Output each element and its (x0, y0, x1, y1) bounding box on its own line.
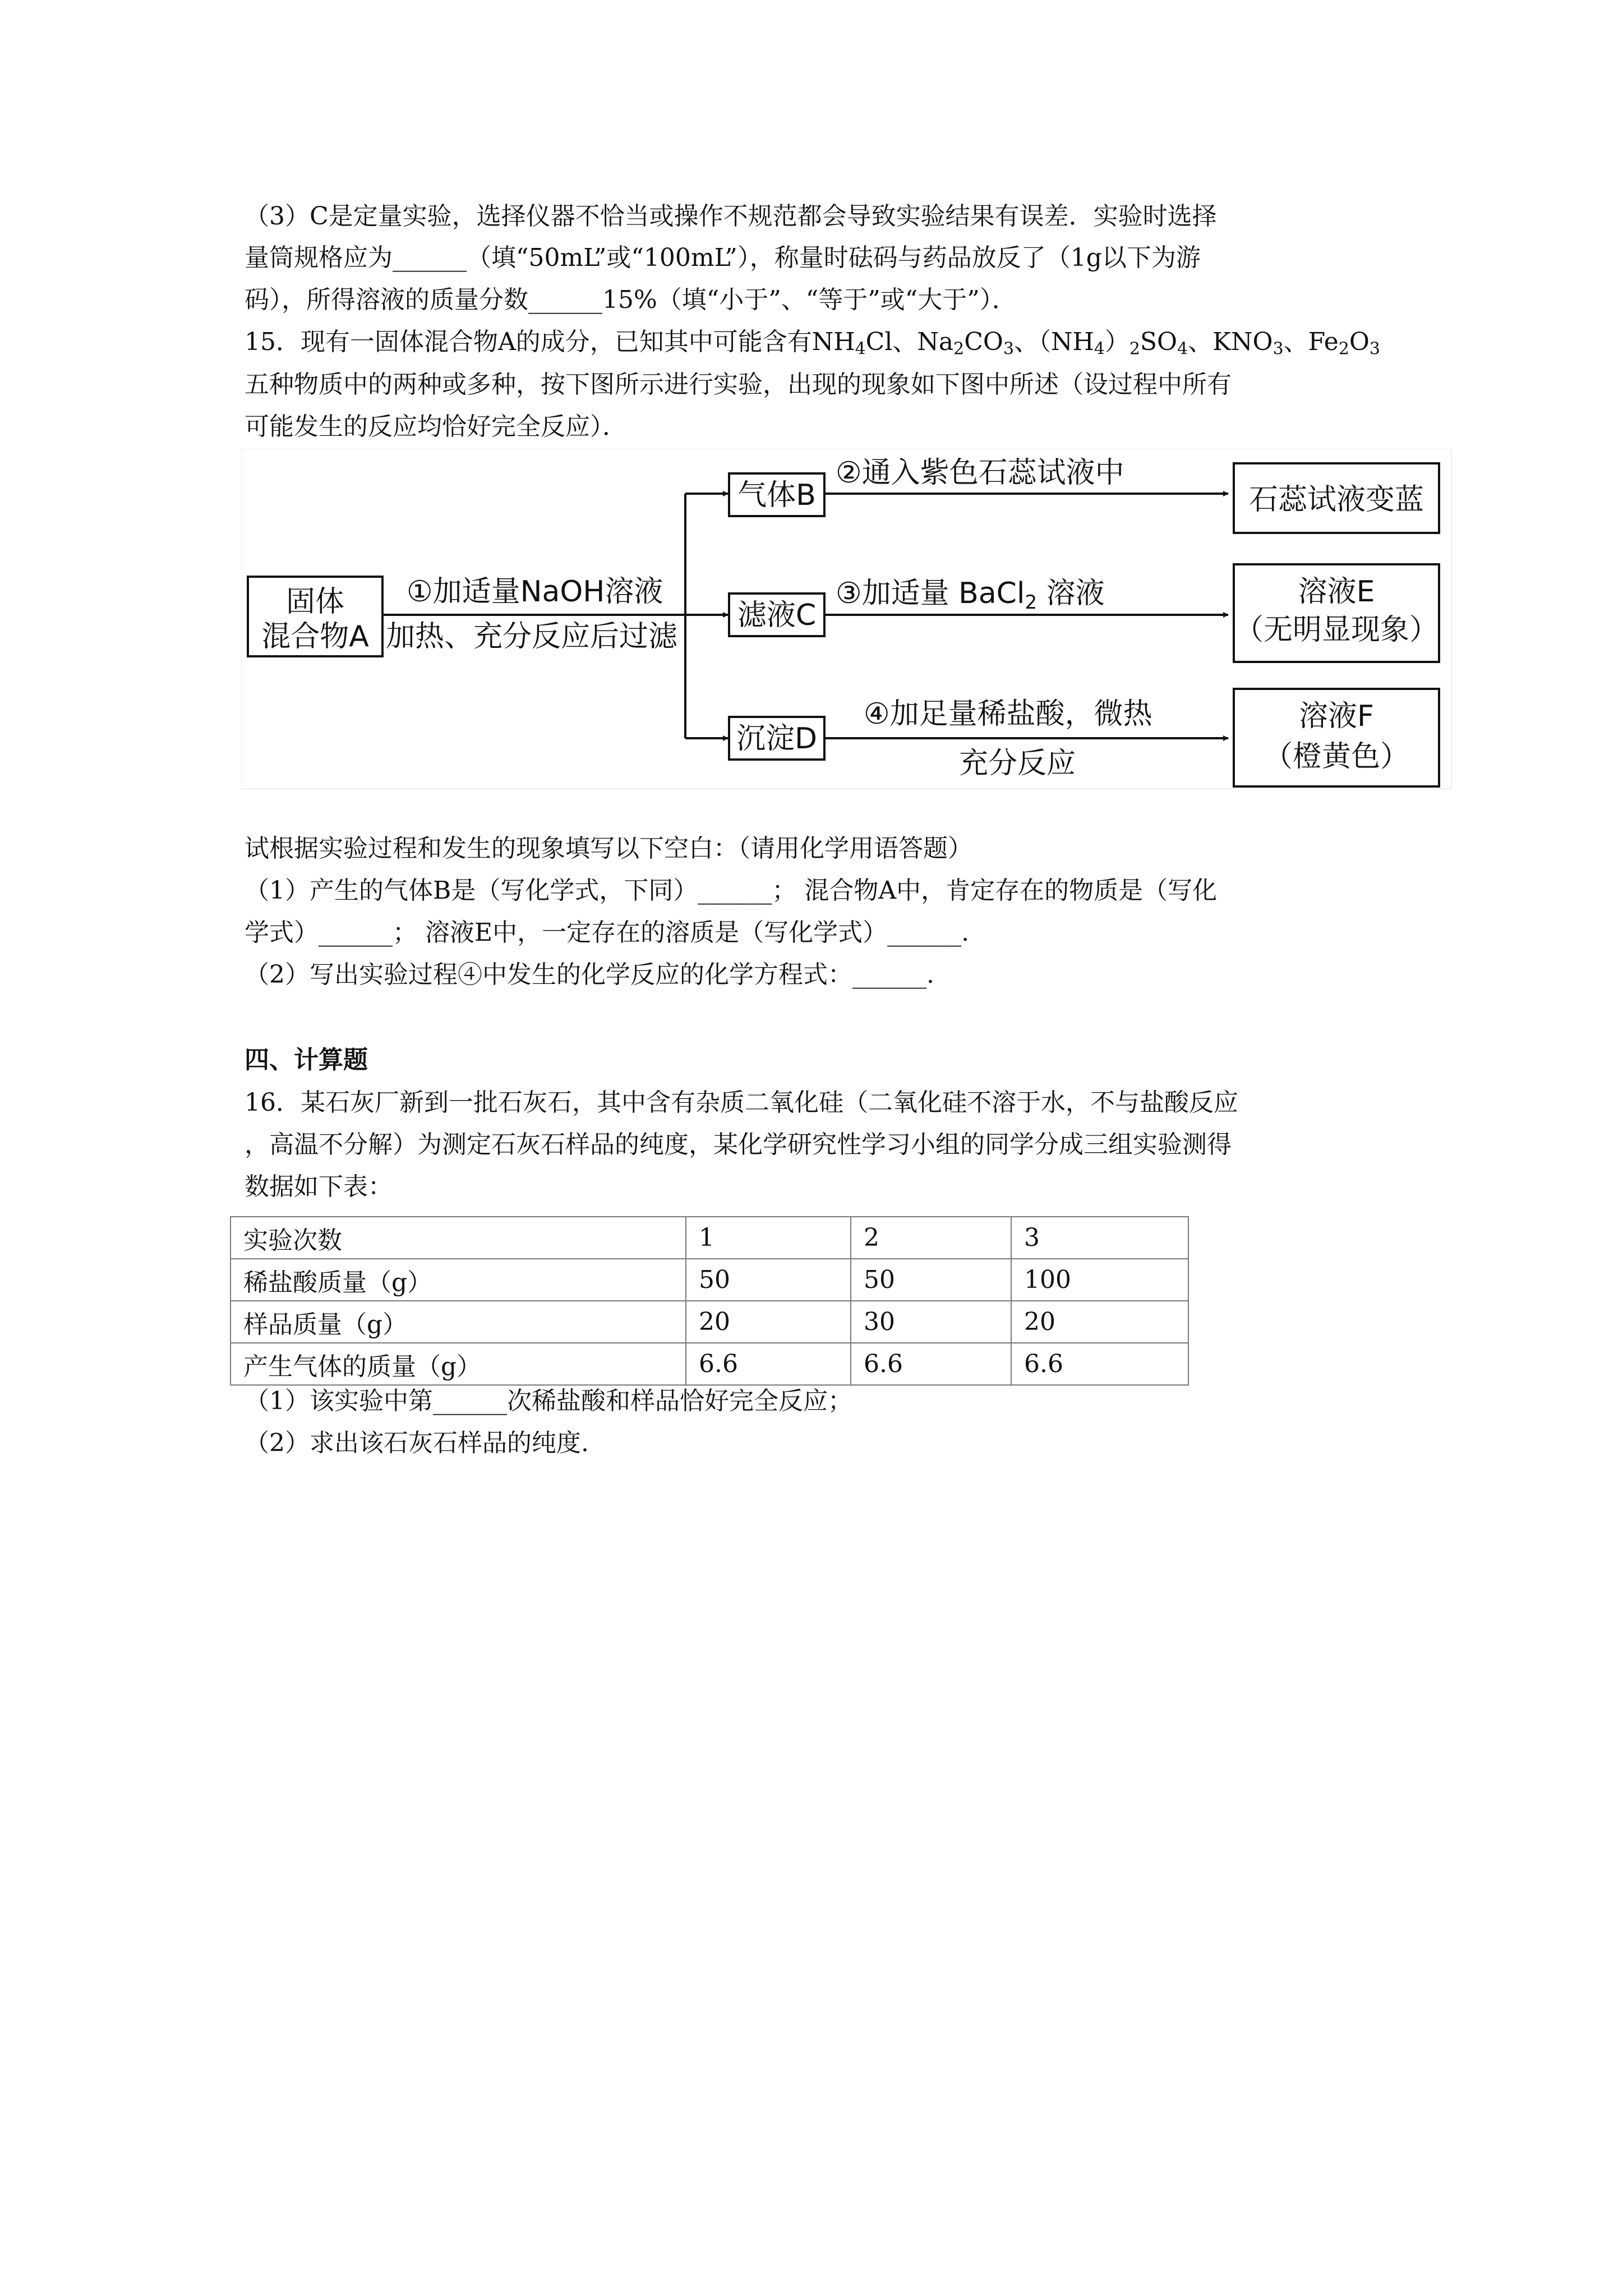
step4-label-top: ④加足量稀盐酸，微热 (864, 697, 1152, 731)
step2-label: ②通入紫色石蕊试液中 (836, 456, 1124, 490)
q14-part3-line1: （3）C是定量实验，选择仪器不恰当或操作不规范都会导致实验结果有误差．实验时选择 (245, 202, 1217, 231)
table-row (230, 1343, 1188, 1385)
q16-line2: ，高温不分解）为测定石灰石样品的纯度，某化学研究性学习小组的同学分成三组实验测得 (245, 1130, 1232, 1159)
q15-intro: 试根据实验过程和发生的现象填写以下空白：（请用化学用语答题） (245, 834, 972, 863)
q15-sub1-line2: 学式）______； 溶液E中，一定存在的溶质是（写化学式）______. (245, 918, 970, 947)
table-cell: 6.6 (1011, 1343, 1188, 1385)
step3-label: ③加适量 BaCl2 溶液 (836, 577, 1105, 614)
filtrate-c-label: 滤液C (737, 599, 817, 632)
q15-line3: 可能发生的反应均恰好完全反应）． (245, 412, 627, 441)
q15-sub1-line1: （1）产生的气体B是（写化学式，下同）______； 混合物A中，肯定存在的物质是（写化 (245, 876, 1218, 905)
section4-heading: 四、计算题 (245, 1046, 368, 1074)
table-row (230, 1217, 1188, 1259)
table-cell: 产生气体的质量（g） (230, 1343, 686, 1385)
precipitate-d-label: 沉淀D (736, 722, 818, 756)
step1-label-bottom: 加热、充分反应后过滤 (386, 620, 678, 654)
table-cell: 20 (1011, 1301, 1188, 1343)
gas-b-label: 气体B (737, 478, 816, 512)
result-f-line1: 溶液F (1299, 700, 1374, 733)
result-b-label: 石蕊试液变蓝 (1248, 483, 1424, 517)
experiment-data-table (230, 1216, 1189, 1386)
q15-sub2: （2）写出实验过程④中发生的化学反应的化学方程式：______. (245, 960, 934, 989)
result-e-line2: （无明显现象） (1234, 613, 1439, 647)
q15-formulas: $NH_4Cl$、$Na_2CO_3$、$(NH_4)_2SO_4$、$KNO_3$、$Fe_2O_3$ (811, 328, 1380, 359)
table-row (230, 1301, 1188, 1343)
table-cell: 2 (851, 1217, 1011, 1259)
table-cell: 30 (851, 1301, 1011, 1343)
q16-sub2: （2）求出该石灰石样品的纯度. (245, 1429, 589, 1457)
table-cell: 3 (1011, 1217, 1188, 1259)
table-cell: 实验次数 (230, 1217, 686, 1259)
table-cell: 6.6 (851, 1343, 1011, 1385)
q15-line1 (245, 326, 1380, 358)
step4-label-bottom: 充分反应 (959, 747, 1076, 780)
box-a-line2: 混合物A (261, 620, 369, 654)
q16-line1: 16．某石灰厂新到一批石灰石，其中含有杂质二氧化硅（二氧化硅不溶于水，不与盐酸反应 (245, 1088, 1238, 1117)
table-cell: 6.6 (686, 1343, 851, 1385)
q14-part3-line3: 码），所得溶液的质量分数______15%（填“小于”、“等于”或“大于”）． (245, 286, 1017, 314)
flowchart (241, 449, 1453, 791)
result-f-line2: （橙黄色） (1263, 740, 1410, 774)
step1-label-top: ①加适量NaOH溶液 (407, 575, 663, 609)
table-cell: 50 (686, 1259, 851, 1301)
q16-sub1: （1）该实验中第______次稀盐酸和样品恰好完全反应； (245, 1387, 852, 1415)
box-a-line1: 固体 (285, 585, 345, 619)
q15-line1-prefix: 15．现有一固体混合物A的成分，已知其中可能含有 (245, 328, 812, 356)
table-cell: 100 (1011, 1259, 1188, 1301)
q16-line3: 数据如下表： (245, 1172, 393, 1201)
table-row (230, 1259, 1188, 1301)
table-cell: 1 (686, 1217, 851, 1259)
q15-line2: 五种物质中的两种或多种，按下图所示进行实验，出现的现象如下图中所述（设过程中所有 (245, 370, 1232, 399)
table-cell: 稀盐酸质量（g） (230, 1259, 686, 1301)
result-e-line1: 溶液E (1298, 575, 1375, 609)
table-cell: 样品质量（g） (230, 1301, 686, 1343)
table-cell: 20 (686, 1301, 851, 1343)
table-cell: 50 (851, 1259, 1011, 1301)
q14-part3-line2: 量筒规格应为______（填“50mL”或“100mL”），称量时砝码与药品放反了（1g以下为游 (245, 243, 1201, 272)
